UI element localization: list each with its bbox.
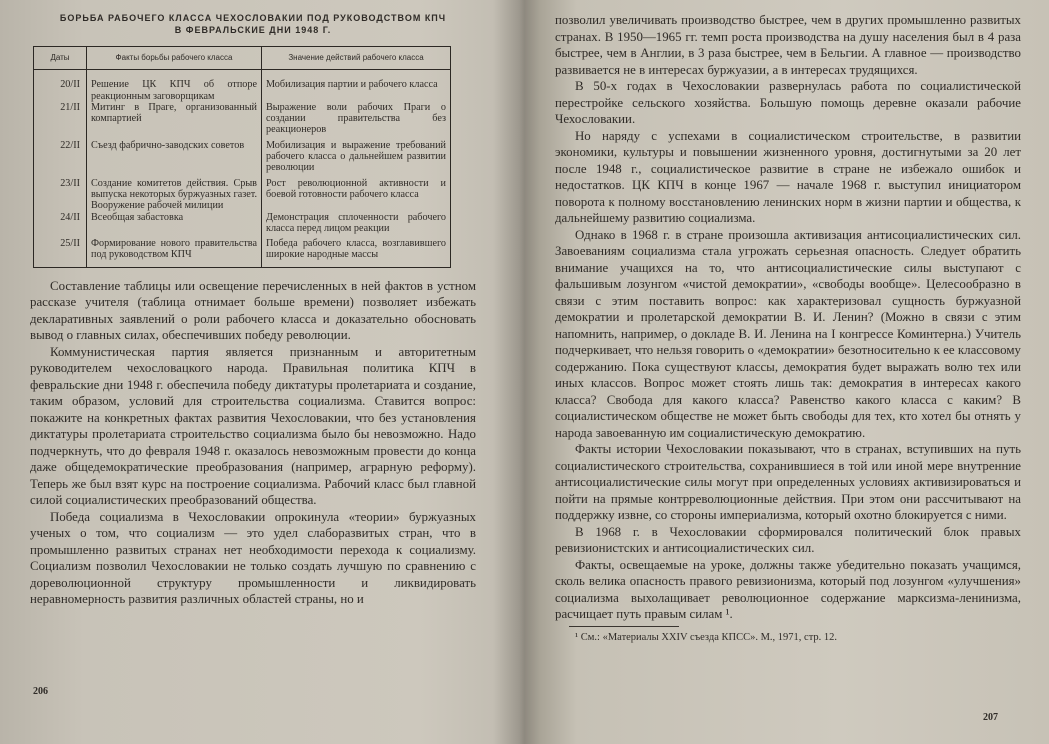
facts-table xyxy=(33,46,451,268)
paragraph: позволил увеличивать производство быстрее, чем в других промышленно развитых странах. В 1950—1965 гг. темп роста производства на душу населения был в 4 раза быстрее, чем в Англии, в 3 раза быстрее, чем в Бельгии. А главное — производство развивается не в интересах буржуазии, а в интересах трудящихся. xyxy=(555,13,1021,77)
row-meaning: Рост революционной активности и боевой готовности рабочего класса xyxy=(266,177,446,200)
row-meaning: Победа рабочего класса, возглавившего широкие народные массы xyxy=(266,238,446,261)
row-meaning: Демонстрация сплоченности рабочего класса перед лицом реакции xyxy=(266,211,446,234)
table-row xyxy=(34,70,451,102)
page-number-left: 206 xyxy=(33,686,48,697)
right-body-text xyxy=(555,12,1021,623)
row-meaning: Выражение воли рабочих Праги о создании правительства без реакционеров xyxy=(266,101,446,136)
right-page xyxy=(521,0,1049,744)
header-meaning: Значение действий рабочего класса xyxy=(262,47,451,70)
left-page xyxy=(0,0,508,744)
paragraph: В 1968 г. в Чехословакии сформировался политический блок правых ревизионистских и антисоциалистических сил. xyxy=(555,524,1021,555)
row-date: 21/II xyxy=(34,102,87,136)
table-row xyxy=(34,212,451,235)
row-date: 25/II xyxy=(34,234,87,267)
left-body-text xyxy=(30,278,476,608)
footnote-divider xyxy=(569,626,679,627)
paragraph: Однако в 1968 г. в стране произошла активизация антисоциалистических сил. Завоеваниям социализма стала угрожать серьезная опасность. Следует обратить внимание учащихся на то, что антисоциалистические силы выступают с фальшивым лозунгом «чистой демократии», «свободы вообще». Целесообразно в связи с этим поставить вопрос: как характеризовал сущность буржуазной демократии и пролетарской демократии В. И. Ленин? (Можно в связи с этим напомнить, например, о докладе В. И. Ленина на I конгрессе Коминтерна.) Учитель подчеркивает, что нельзя говорить о «демократии» безотносительно к ее классовому содержанию. Пока существуют классы, демократия будет выражать волю тех или иных классов. Вопрос может стоять лишь так: демократия в интересах какого класса? Свобода для какого класса? Равенство какого класса с каким? В социалистическом обществе не может быть свободы для тех, кто хотел бы отнять у народа завоеванную им социалистическую демократию. xyxy=(555,227,1021,440)
table-row xyxy=(34,234,451,267)
paragraph: Но наряду с успехами в социалистическом строительстве, в развитии экономики, культуры и повышении жизненного уровня, достигнутыми за 20 лет после 1948 г., социалистическое развитие в стране не избежало ошибок и недостатков. ЦК КПЧ в конце 1967 — начале 1968 г. выступил инициатором поворота к полному восстановлению ленинских норм в жизни партии и общества, к дальнейшему развитию социализма. xyxy=(555,128,1021,225)
paragraph: В 50-х годах в Чехословакии развернулась работа по социалистической перестройке сельского хозяйства. Большую помощь деревне оказали рабочие Чехословакии. xyxy=(555,79,1021,126)
row-date: 20/II xyxy=(34,70,87,102)
row-fact: Решение ЦК КПЧ об отпоре реакционным заговорщикам xyxy=(87,70,262,102)
table-title-line1: БОРЬБА РАБОЧЕГО КЛАССА ЧЕХОСЛОВАКИИ ПОД РУКОВОДСТВОМ КПЧ xyxy=(59,13,447,23)
row-date: 22/II xyxy=(34,136,87,174)
row-date: 23/II xyxy=(34,174,87,212)
row-fact: Митинг в Праге, организованный компартией xyxy=(87,102,262,136)
row-date: 24/II xyxy=(34,212,87,235)
table-title xyxy=(30,12,476,36)
table-row xyxy=(34,174,451,212)
paragraph: Коммунистическая партия является признанным и авторитетным руководителем чехословацкого народа. Правильная политика КПЧ в февральские дни 1948 г. обеспечила победу диктатуры пролетариата и создание, таким образом, условий для строительства социализма. Ставится вопрос: покажите на конкретных фактах развития Чехословакии, что без установления диктатуры пролетариата строительство социализма было бы невозможно. Надо подчеркнуть, что до февраля 1948 г. оказалось невозможным провести до конца даже общедемократические преобразования (например, аграрную реформу). Теперь же был взят курс на построение социализма. Рабочий класс был главной силой социалистических преобразований общества. xyxy=(30,344,476,508)
row-fact: Съезд фабрично-заводских советов xyxy=(87,136,262,174)
row-fact: Формирование нового правительства под руководством КПЧ xyxy=(87,234,262,267)
header-facts: Факты борьбы рабочего класса xyxy=(87,47,262,70)
table-row xyxy=(34,102,451,136)
header-dates: Даты xyxy=(34,47,87,70)
table-row xyxy=(34,136,451,174)
paragraph: Факты, освещаемые на уроке, должны также убедительно показать учащимся, сколь велика опасность правого ревизионизма, который под лозунгом «улучшения» социализма выхолащивает революционное содержание марксизма-ленинизма, расчищает путь правым силам ¹. xyxy=(555,557,1021,621)
paragraph: Факты истории Чехословакии показывают, что в странах, вступивших на путь социалистического строительства, сохранившиеся в той или иной мере внутренние антисоциалистические силы могут при определенных условиях активизироваться и пойти на прямые контрреволюционные действия. При этом они рассчитывают на поддержку извне, со стороны империализма, который охотно блокируется с ними. xyxy=(555,442,1021,522)
paragraph: Победа социализма в Чехословакии опрокинула «теории» буржуазных ученых о том, что социализм — это удел слаборазвитых стран, что в промышленно развитых странах нет необходимости перехода к социализму. Социализм позволил Чехословакии не только создать лучшую по сравнению с дореволюционной структуру промышленности и ликвидировать неравномерность развития различных областей страны, но и xyxy=(30,509,476,607)
table-header-row xyxy=(34,47,451,70)
row-fact: Всеобщая забастовка xyxy=(87,212,262,235)
row-meaning: Мобилизация партии и рабочего класса xyxy=(266,79,438,91)
row-meaning: Мобилизация и выражение требований рабочего класса о дальнейшем развитии революции xyxy=(266,139,446,174)
page-number-right: 207 xyxy=(983,712,998,723)
table-title-line2: В ФЕВРАЛЬСКИЕ ДНИ 1948 Г. xyxy=(174,25,332,35)
row-fact: Создание комитетов действия. Срыв выпуска некоторых буржуазных газет. Вооружение рабочей милиции xyxy=(87,174,262,212)
footnote: ¹ См.: «Материалы XXIV съезда КПСС». М., 1971, стр. 12. xyxy=(575,631,838,643)
paragraph: Составление таблицы или освещение перечисленных в ней фактов в устном рассказе учителя (таблица отнимает больше времени) позволяет избежать декларативных заявлений о роли рабочего класса и доказательно обосновать вывод о главных силах, обеспечивших победу революции. xyxy=(30,278,476,343)
